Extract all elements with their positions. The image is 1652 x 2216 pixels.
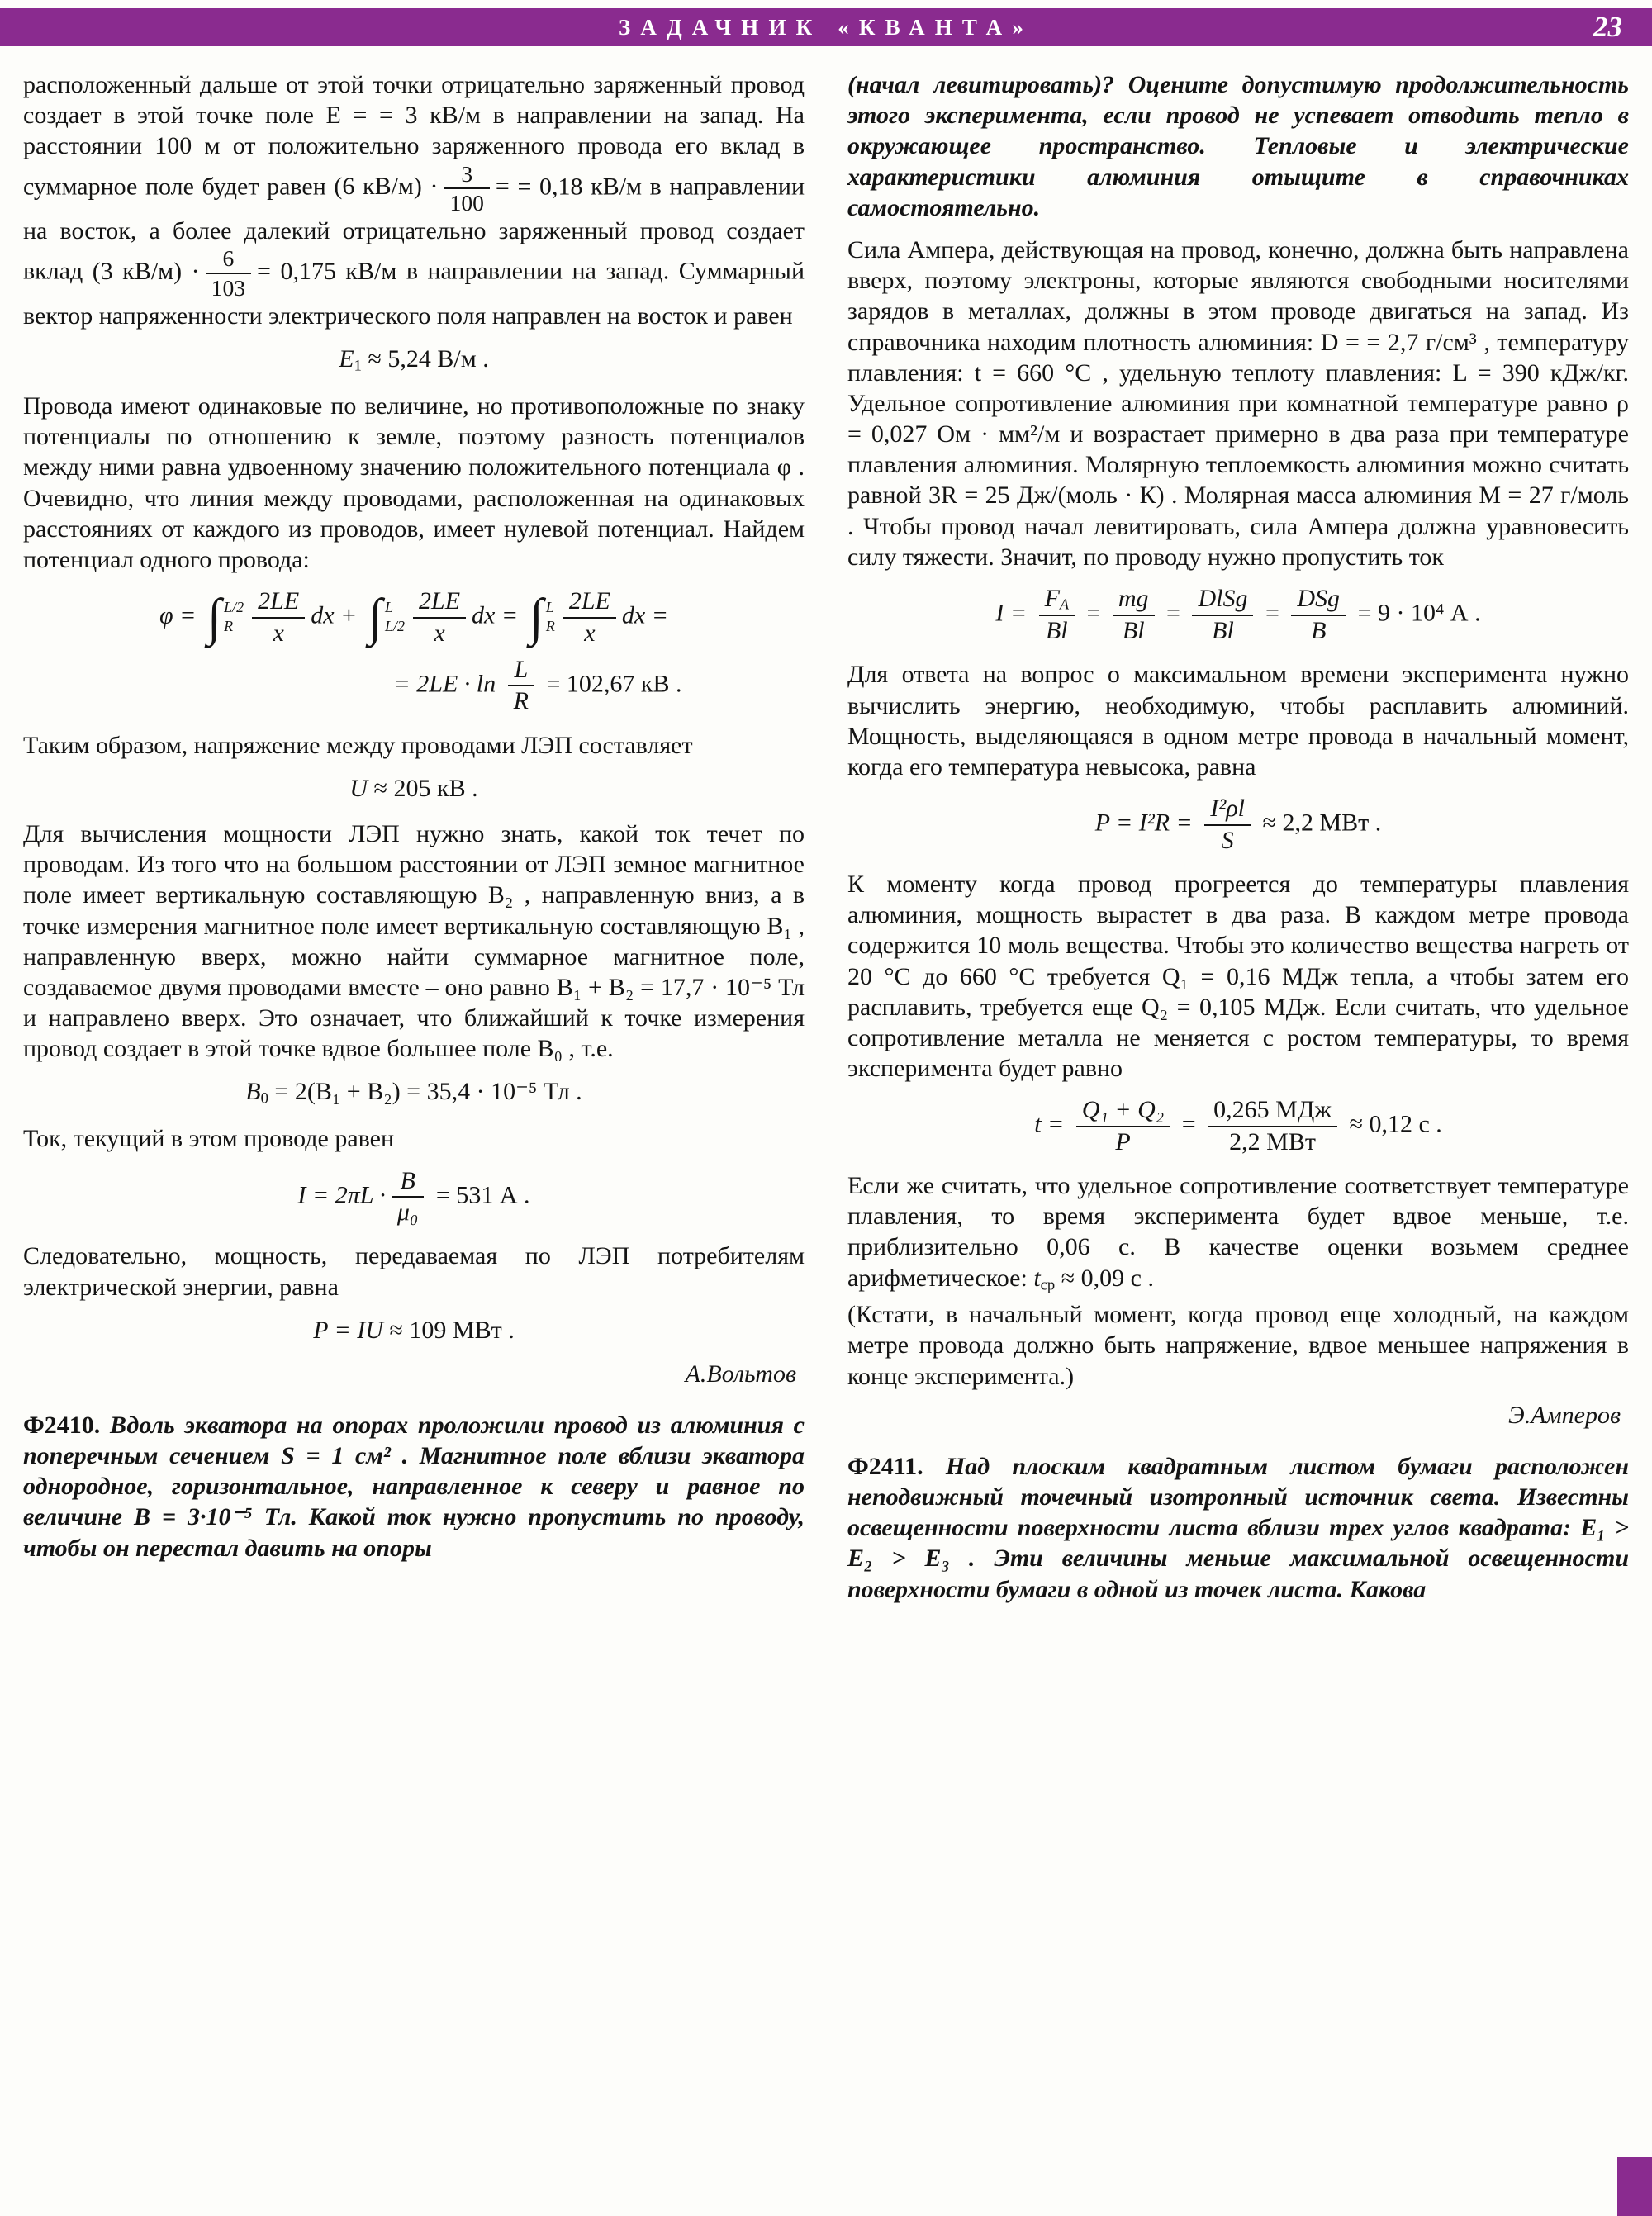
formula-dissipated-power — [847, 795, 1629, 854]
denominator: 2,2 МВт — [1208, 1126, 1337, 1155]
paragraph-current-intro: Ток, текущий в этом проводе равен — [23, 1125, 395, 1153]
numerator: 2LE — [568, 587, 610, 615]
formula-potential-integral — [23, 588, 805, 647]
variable-subscript: ср — [1040, 1276, 1056, 1294]
paragraph-field-contributions — [23, 69, 805, 331]
formula-e1 — [23, 344, 805, 376]
inline-math — [92, 245, 397, 301]
author-signature: А.Вольтов — [685, 1359, 796, 1388]
equals: = — [1080, 599, 1107, 627]
paragraph-energy-intro: Для ответа на вопрос о максимальном времени эксперимента нужно вычислить энергию, необходимую, чтобы расплавить алюминий. Мощность, выделяющаяся в одном метре провода в начальный момент, когда его температура невысока, равна — [847, 661, 1629, 781]
math-text: dx + — [311, 601, 363, 629]
math-text: (6 кВ/м) · — [334, 173, 439, 201]
problem-number: Ф2410. — [23, 1411, 101, 1439]
variable: E — [339, 345, 354, 373]
denominator: x — [563, 617, 616, 647]
problem-text: Над плоским квадратным листом бумаги расположен неподвижный точечный изотропный источник света. Известны освещенности поверхности листа вблизи трех углов квадрата: E₁ > E₂ > E₃ . Эти величины меньше максимальной освещенности поверхности бумаги в одной из точек листа. Какова — [847, 1452, 1629, 1603]
fraction — [206, 246, 251, 301]
formula-voltage — [23, 774, 805, 804]
denominator: Bl — [1113, 615, 1155, 644]
fraction — [1113, 586, 1155, 644]
equals: = — [1160, 599, 1187, 627]
formula-time — [847, 1097, 1629, 1155]
problem-statement-f2410 — [23, 1410, 805, 1564]
variable-subscript: A — [1059, 596, 1069, 613]
integral-sign — [529, 587, 555, 646]
variable: t — [1033, 1264, 1041, 1292]
math-text: = 2LE · ln — [393, 670, 502, 698]
formula-rest: ≈ 2,2 МВт . — [1256, 809, 1382, 837]
section-title: ЗАДАЧНИК «КВАНТА» — [619, 15, 1033, 40]
denominator: μ₀ — [392, 1196, 425, 1226]
formula-rest: = 2(B₁ + B₂) = 35,4 · 10⁻⁵ Тл . — [268, 1078, 582, 1106]
left-column — [23, 69, 805, 1605]
problem-statement-f2411 — [847, 1451, 1629, 1605]
text-run: в направлении на запад. Суммарный вектор напряженности электрического поля направлен на восток и равен — [23, 258, 805, 330]
corner-marker — [1617, 2157, 1652, 2216]
math-text: dx = — [621, 601, 668, 629]
integral-icon: ∫ — [529, 587, 544, 646]
lower-limit: R — [224, 618, 234, 635]
formula-b0 — [23, 1077, 805, 1108]
denominator: S — [1204, 824, 1251, 854]
math-text: = — [495, 173, 510, 201]
denominator: Bl — [1192, 615, 1253, 644]
integral-limits — [546, 599, 555, 636]
numerator: Q₁ + Q₂ — [1081, 1096, 1165, 1124]
numerator: DlSg — [1198, 585, 1248, 613]
fraction — [1204, 795, 1251, 854]
formula-rest: ≈ 0,12 с . — [1343, 1110, 1442, 1138]
lower-limit: R — [545, 618, 555, 635]
numerator: 2LE — [419, 587, 461, 615]
formula-power — [23, 1316, 805, 1345]
math-text: = 0,175 кВ/м — [257, 258, 397, 286]
formula-levitation-current — [847, 586, 1629, 644]
denominator: x — [252, 617, 305, 647]
text-run: ≈ 0,09 с . — [1055, 1264, 1154, 1292]
denominator: P — [1076, 1126, 1170, 1155]
problem-text: Вдоль экватора на опорах проложили провод из алюминия с поперечным сечением S = 1 см² . Магнитное поле вблизи экватора однородное, горизонтальное, направленное к северу и равное по величине B = 3·10⁻⁵ Тл. Какой ток нужно пропустить по проводу, чтобы он перестал давить на опоры — [23, 1411, 805, 1562]
formula-rest: = 9 · 10⁴ А . — [1351, 599, 1481, 627]
upper-limit: L — [385, 599, 394, 616]
variable: U — [349, 774, 368, 802]
formula-rest: = 531 А . — [430, 1180, 530, 1208]
integral-limits — [385, 599, 405, 636]
page-number: 23 — [1593, 11, 1622, 43]
fraction — [444, 162, 490, 216]
integral-icon: ∫ — [206, 587, 222, 646]
right-column — [847, 69, 1629, 1605]
equals: = — [1175, 1110, 1203, 1138]
problem-number: Ф2411. — [847, 1452, 923, 1480]
formula-potential-result — [23, 657, 805, 715]
fraction — [1192, 586, 1253, 644]
problem-continuation: (начал левитировать)? Оцените допустимую продолжительность этого эксперимента, если провод не успевает отводить тепло в окружающее пространство. Тепловые и электрические характеристики алюминия отыщите в справочниках самостоятельно. — [847, 71, 1629, 221]
formula-lhs: φ = — [159, 601, 202, 629]
fraction — [1208, 1097, 1337, 1155]
denominator: Bl — [1039, 615, 1075, 644]
header-band — [0, 8, 1652, 46]
integral-limits — [224, 599, 244, 636]
fraction — [1039, 586, 1075, 644]
math-text: (3 кВ/м) · — [92, 258, 200, 286]
author-signature: Э.Амперов — [1508, 1401, 1621, 1429]
fraction — [1076, 1097, 1170, 1155]
fraction — [508, 657, 534, 715]
paragraph-note: (Кстати, в начальный момент, когда провод еще холодный, на каждом метре провода должно быть напряжение, вдвое меньшее напряжения в конце эксперимента.) — [847, 1301, 1629, 1390]
formula-rest: ≈ 205 кВ . — [368, 774, 478, 802]
paragraph-estimate — [847, 1170, 1629, 1294]
formula-rest: ≈ 5,24 В/м . — [361, 345, 489, 373]
upper-limit: L/2 — [224, 599, 244, 616]
fraction — [392, 1168, 425, 1227]
text-run: расположенный дальше от этой точки отрицательно заряженный провод создает в этой точке поле E = = 3 кВ/м в направлении на запад. На расстоянии 100 м от положительно заряженного провода его вклад в суммарное поле будет равен — [23, 71, 805, 201]
numerator — [1039, 586, 1075, 615]
numerator: 3 — [461, 160, 473, 187]
numerator: 0,265 МДж — [1213, 1096, 1332, 1124]
formula-lhs: I = — [995, 599, 1033, 627]
paragraph-power-intro: Следовательно, мощность, передаваемая по ЛЭП потребителям электрической энергии, равна — [23, 1242, 805, 1301]
text-run: = 0,18 кВ/м в направлении на восток, а более далекий отрицательно заряженный провод создает вклад — [23, 173, 805, 286]
paragraph-potentials: Провода имеют одинаковые по величине, но противоположные по знаку потенциалы по отношению к земле, поэтому разность потенциалов между ними равна удвоенному значению положительного потенциала φ . Очевидно, что линия между проводами, расположенная на одинаковых расстояниях от каждого из проводов, имеет нулевой потенциал. Найдем потенциал одного провода: — [23, 392, 805, 574]
fraction — [563, 588, 616, 647]
paragraph-magnetic-field: Для вычисления мощности ЛЭП нужно знать, какой ток течет по проводам. Из того что на большом расстоянии от ЛЭП земное магнитное поле имеет вертикальную составляющую B₂ , направленную вниз, а в точке измерения магнитное поле имеет вертикальную составляющую B₁ , направленную вверх, можно найти суммарное магнитное поле, создаваемое двумя проводами вместе – оно равно B₁ + B₂ = 17,7 · 10⁻⁵ Тл и направлено вверх. Это означает, что ближайший к точке измерения провод создает в этой точке вдвое большее поле B₀ , т.е. — [23, 819, 805, 1063]
upper-limit: L — [545, 599, 554, 616]
paragraph-ampere-force: Сила Ампера, действующая на провод, конечно, должна быть направлена вверх, поэтому электроны, которые являются свободными носителями зарядов в металлах, должны в этом проводе двигаться на запад. Из справочника находим плотность алюминия: D = = 2,7 г/см³ , температуру плавления: t = 660 °C , удельную теплоту плавления: L = 390 кДж/кг. Удельное сопротивление алюминия при комнатной температуре равно ρ = 0,027 Ом · мм²/м и возрастает примерно в два раза при температуре плавления алюминия. Молярную теплоемкость алюминия можно считать равной 3R = 25 Дж/(моль · К) . Молярная масса алюминия M = 27 г/моль . Чтобы провод начал левитировать, сила Ампера должна уравновесить силу тяжести. Значит, по проводу нужно пропустить ток — [847, 235, 1629, 571]
denominator: 100 — [444, 187, 490, 216]
variable-subscript: 0 — [260, 1090, 268, 1108]
numerator: 6 — [222, 245, 235, 272]
variable-subscript: 1 — [354, 357, 362, 375]
formula-lhs: I = 2πL · — [297, 1180, 386, 1208]
formula-lhs: P = I²R = — [1094, 809, 1199, 837]
formula-current — [23, 1168, 805, 1227]
denominator: 103 — [206, 273, 251, 301]
formula-lhs: t = — [1034, 1110, 1070, 1138]
content — [0, 69, 1652, 1605]
numerator: mg — [1118, 585, 1149, 613]
denominator: R — [508, 685, 534, 714]
formula-rest: = 102,67 кВ . — [539, 670, 682, 698]
math-text: dx = — [472, 601, 525, 629]
numerator: I²ρl — [1210, 795, 1246, 823]
equals: = — [1259, 599, 1286, 627]
fraction — [1291, 586, 1346, 644]
variable: F — [1044, 585, 1060, 612]
numerator: DSg — [1297, 585, 1341, 613]
integral-sign — [206, 587, 244, 646]
inline-math — [334, 160, 510, 216]
lower-limit: L/2 — [385, 618, 406, 635]
fraction — [413, 588, 466, 647]
integral-icon: ∫ — [368, 587, 383, 646]
formula-rest: ≈ 109 МВт . — [382, 1316, 515, 1344]
denominator: x — [413, 617, 466, 647]
integral-sign — [368, 587, 406, 646]
text-run: Если же считать, что удельное сопротивление соответствует температуре плавления, то время эксперимента будет вдвое меньше, т.е. приблизительно 0,06 с. В качестве оценки возьмем среднее арифметическое: — [847, 1172, 1629, 1292]
numerator: L — [514, 655, 529, 683]
denominator: B — [1291, 615, 1346, 644]
fraction — [252, 588, 305, 647]
paragraph-heating: К моменту когда провод прогреется до температуры плавления алюминия, мощность вырастет в два раза. В каждом метре провода содержится 10 моль вещества. Чтобы это количество вещества нагреть от 20 °C до 660 °C требуется Q₁ = 0,16 МДж тепла, а чтобы затем его расплавить, требуется еще Q₂ = 0,105 МДж. Если считать, что удельное сопротивление металла не меняется с ростом температуры, то время эксперимента будет равно — [847, 870, 1629, 1083]
paragraph-voltage-intro: Таким образом, напряжение между проводами ЛЭП составляет — [23, 731, 693, 759]
formula-lhs: P = IU — [313, 1316, 383, 1344]
numerator: 2LE — [258, 587, 300, 615]
variable: B — [245, 1078, 261, 1106]
numerator: B — [400, 1166, 415, 1194]
